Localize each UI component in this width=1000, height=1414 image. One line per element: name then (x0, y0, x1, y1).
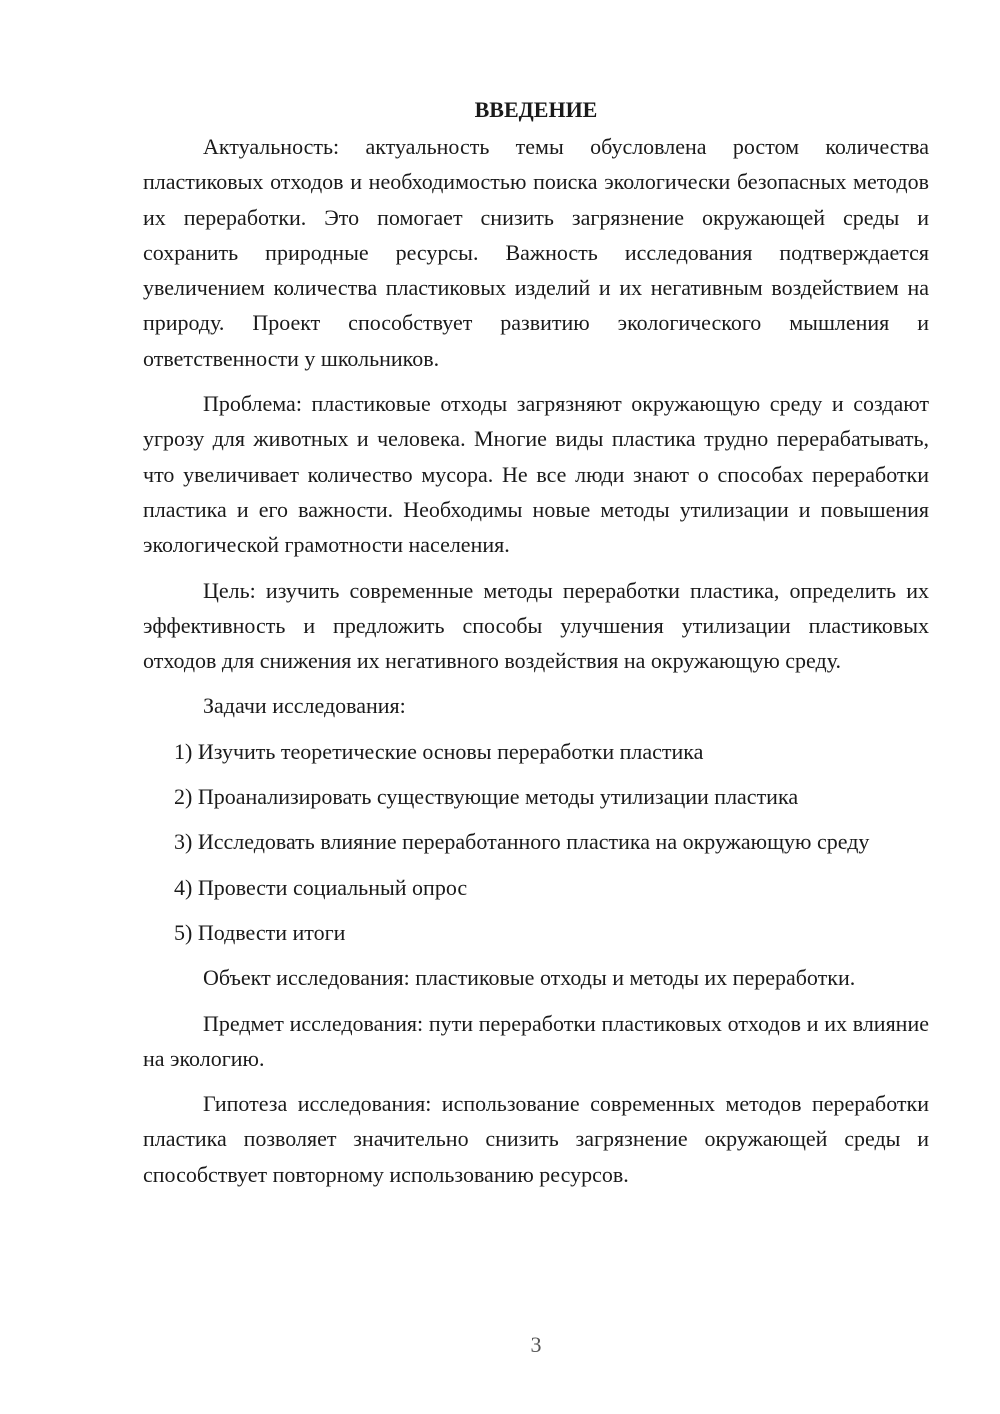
subject-paragraph: Предмет исследования: пути переработки пластиковых отходов и их влияние на экологию. (143, 1010, 929, 1071)
list-item: 3) Исследовать влияние переработанного пластика на окружающую среду (174, 829, 870, 855)
goal-paragraph: Цель: изучить современные методы переработки пластика, определить их эффективность и предложить способы улучшения утилизации пластиковых отходов для снижения их негативного воздействия на окружающую среду. (143, 577, 929, 674)
document-page (143, 92, 929, 1202)
list-item: 5) Подвести итоги (174, 919, 346, 945)
object-paragraph: Объект исследования: пластиковые отходы и методы их переработки. (203, 965, 856, 991)
list-item: 2) Проанализировать существующие методы утилизации пластика (174, 784, 799, 810)
relevance-paragraph: Актуальность: актуальность темы обусловлена ростом количества пластиковых отходов и необходимостью поиска экологически безопасных методов их переработки. Это помогает снизить загрязнение окружающей среды и сохранить природные ресурсы. Важность исследования подтверждается увеличением количества пластиковых изделий и их негативным воздействием на природу. Проект способствует развитию экологического мышления и ответственности у школьников. (143, 134, 929, 371)
problem-paragraph: Проблема: пластиковые отходы загрязняют окружающую среду и создают угрозу для животных и человека. Многие виды пластика трудно перерабатывать, что увеличивает количество мусора. Не все люди знают о способах переработки пластика и его важности. Необходимы новые методы утилизации и повышения экологической грамотности населения. (143, 391, 929, 558)
page-number: 3 (530, 1332, 542, 1357)
tasks-list (143, 734, 929, 950)
hypothesis-paragraph: Гипотеза исследования: использование современных методов переработки пластика позволяет значительно снизить загрязнение окружающей среды и способствует повторному использованию ресурсов. (143, 1091, 929, 1187)
page-title: ВВЕДЕНИЕ (474, 97, 598, 122)
list-item: 4) Провести социальный опрос (174, 874, 468, 900)
list-item: 1) Изучить теоретические основы переработки пластика (174, 738, 704, 764)
tasks-heading: Задачи исследования: (203, 693, 406, 719)
